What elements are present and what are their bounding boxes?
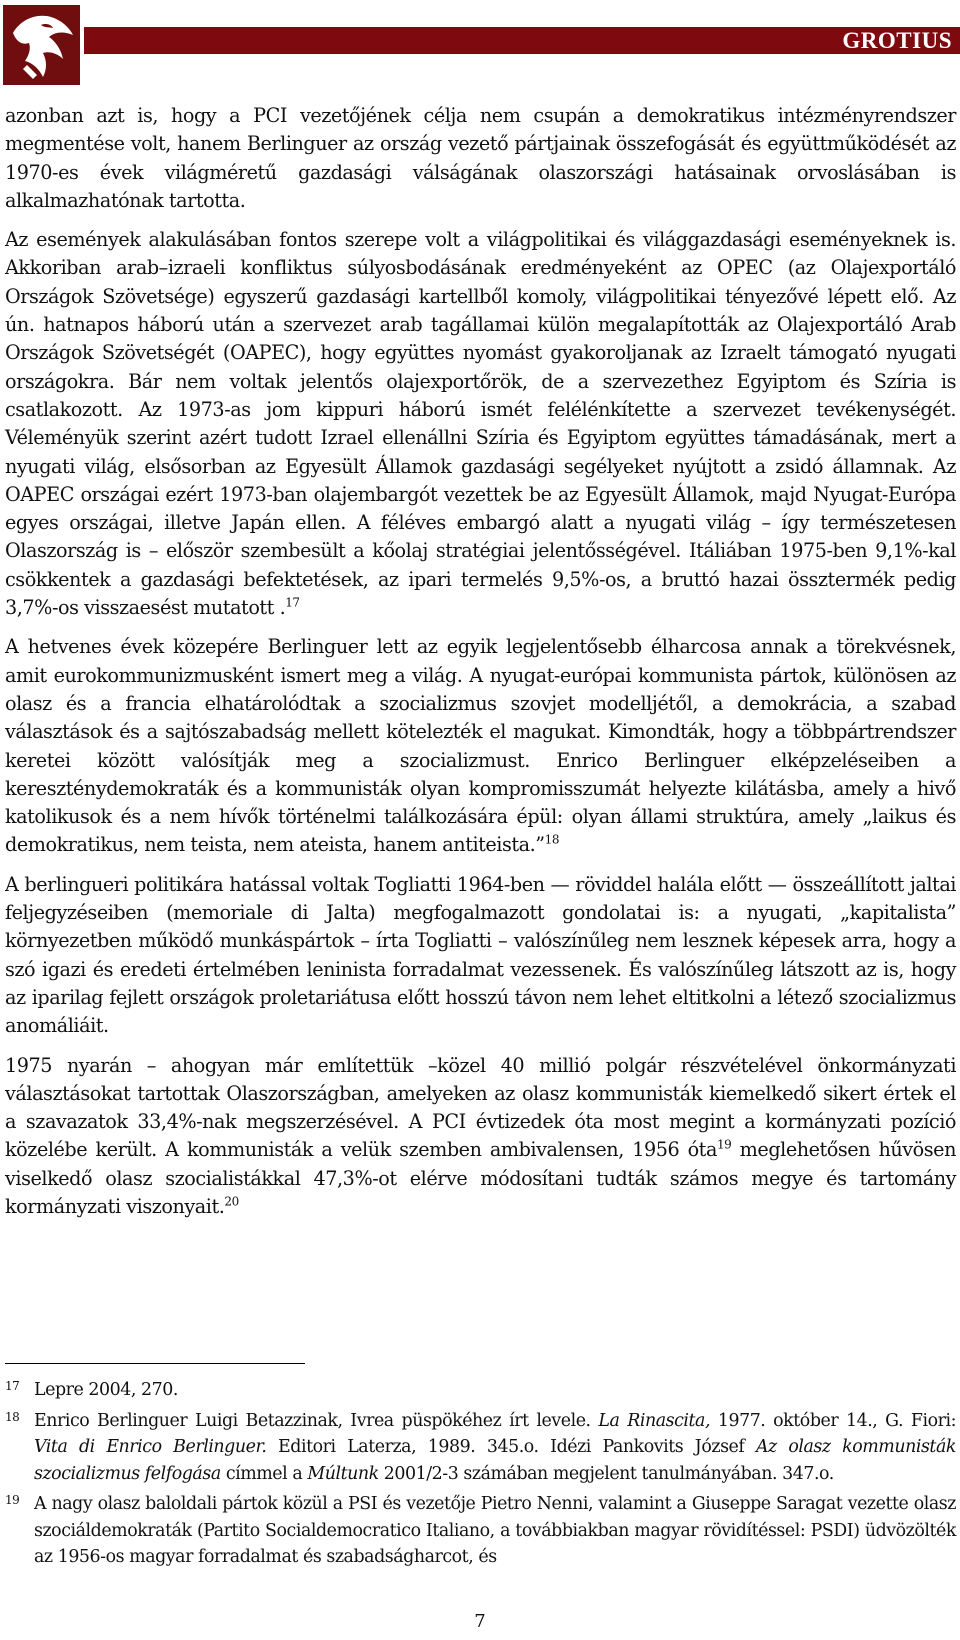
text-run: Az események alakulásában fontos szerepe volt a világpolitikai és világgazdasági eseményeknek is. Akkoriban arab–izraeli konfliktus súlyosbodásának eredményeként az OPEC (az Olajexportáló Országok Szövetsége) egyszerű gazdasági kartellből komoly, világpolitikai tényezővé lépett elő. Az ún. hatnapos háború után a szervezet arab tagállamai külön megalapították az Olajexportáló Arab Országok Szövetségét (OAPEC), hogy együttes nyomást gyakoroljanak az Izraelt támogató nyugati országokra. Bár nem voltak jelentős olajexportőrök, de a szervezethez Egyiptom és Szíria is csatlakozott. Az 1973-as jom kippuri háború ismét felélénkítette a szervezet tevékenységét. Véleményük szerint azért tudott Izrael ellenállni Szíria és Egyiptom együttes támadásának, mert a nyugati világ, elsősorban az Egyesült Államok gazdasági segélyeket nyújtott a zsidó államnak. Az OAPEC országai ezért 1973-ban olajembargót vezettek be az Egyesült Államok, majd Nyugat-Európa egyes országai, illetve Japán ellen. A féléves embargó alatt a nyugati világ – így természetesen Olaszország is – először szembesült a kőolaj stratégiai jelentősségével. Itáliában 1975-ben 9,1%-kal csökkentek a gazdasági befektetések, az ipari termelés 9,5%-os, a bruttó hazai össztermék pedig 3,7%-os visszaesést mutatott . — [5, 228, 956, 620]
brand-name: GROTIUS — [842, 28, 952, 53]
footnote-ref: 17 — [285, 595, 300, 610]
footnote-number: 17 — [5, 1379, 20, 1393]
text-run: A nagy olasz baloldali pártok közül a PSI és vezetője Pietro Nenni, valamint a Giuseppe Saragat vezette olasz szociáldemokraták (Partito Socialdemocratico Italiano, a továbbiakban magyar rövidítéssel: PSDI) üdvözölték az 1956-os magyar forradalmat és szabadságharcot, és — [34, 1494, 956, 1567]
text-run: 1977. október 14., G. Fiori: — [710, 1410, 956, 1431]
paragraph — [5, 633, 956, 859]
paragraph — [5, 871, 956, 1041]
italic-title: Vita di Enrico Berlinguer. — [34, 1437, 267, 1457]
paragraph — [5, 1052, 956, 1222]
text-run: A hetvenes évek közepére Berlinguer lett az egyik legjelentősebb élharcosa annak a törekvésnek, amit eurokommunizmusként ismert meg a világ. A nyugat-európai kommunista pártok, különösen az olasz és a francia elhatárolódtak a szocializmus szovjet modelljétől, a demokrácia, a szabad választások és a sajtószabadság mellett kötelezték el magukat. Kimondták, hogy a többpártrendszer keretei között valósítják meg a szocializmust. Enrico Berlinguer elképzeléseiben a kereszténydemokraták és a kommunisták olyan kompromisszumát helyezte kilátásba, amely a hivő katolikusok és a nem hívők történelmi találkozására épül: olyan állami struktúra, amely „laikus és demokratikus, nem teista, nem ateista, hanem antiteista.” — [5, 635, 956, 857]
text-run: Editori Laterza, 1989. 345.o. Idézi Pankovits József — [266, 1437, 756, 1457]
footnote — [5, 1377, 956, 1404]
text-run: meglehetősen hűvösen viselkedő olasz szocialistákkal 47,3%-ot elérve módosítani tudták számos megye és tartomány kormányzati viszonyait. — [5, 1138, 956, 1218]
grotius-logo — [3, 5, 80, 85]
page-number: 7 — [474, 1611, 486, 1632]
footnote-ref: 20 — [224, 1194, 239, 1209]
text-run: Lepre 2004, 270. — [34, 1380, 178, 1400]
footnotes — [5, 1377, 956, 1575]
footnote-number: 19 — [5, 1493, 20, 1507]
text-run: 1975 nyarán – ahogyan már említettük –közel 40 millió polgár részvételével önkormányzati választásokat tartottak Olaszországban, amelyeken az olasz kommunisták kiemelkedő sikert értek el a szavazatok 33,4%-nak megszerzésével. A PCI évtizedek óta most megint a kormányzati pozíció közelébe került. A kommunisták a velük szemben ambivalensen, 1956 óta — [5, 1053, 956, 1162]
text-run: Enrico Berlinguer Luigi Betazzinak, Ivrea püspökéhez írt levele. — [34, 1410, 599, 1431]
paragraph — [5, 102, 956, 215]
footnote — [5, 1491, 956, 1571]
italic-title: Múltunk — [307, 1463, 379, 1484]
page-header — [0, 0, 960, 90]
text-run: címmel a — [220, 1463, 308, 1484]
footnote-ref: 18 — [544, 833, 560, 848]
header-bar — [84, 27, 960, 54]
text-run: A berlingueri politikára hatással voltak Togliatti 1964-ben — röviddel halála előtt — összeállított jaltai feljegyzéseiben (memoriale di Jalta) megfogalmazott gondolatai is: a nyugati, „kapitalista” környezetben működő munkáspártok – írta Togliatti – valószínűleg nem lesznek képesek arra, hogy a szó igazi és eredeti értelmében leninista forradalmat vezessenek. És valószínűleg látszott az is, hogy az iparilag fejlett országok proletariátusa előtt hosszú távon nem lehet eltitkolni a létező szocializmus anomáliáit. — [5, 872, 956, 1038]
italic-title: La Rinascita, — [598, 1410, 711, 1431]
text-run: azonban azt is, hogy a PCI vezetőjének célja nem csupán a demokratikus intézményrendszer megmentése volt, hanem Berlinguer az ország vezető pártjainak összefogását és együttműködését az 1970-es évek világméretű gazdasági válságának olaszországi hatásainak orvoslásában is alkalmazhatónak tartotta. — [5, 104, 956, 212]
grotius-eagle-logo-icon — [3, 5, 80, 85]
paragraph — [5, 226, 956, 622]
footnote-number: 18 — [5, 1409, 20, 1424]
article-body — [5, 102, 956, 1232]
footnote-separator — [5, 1363, 305, 1364]
footnote — [5, 1408, 956, 1488]
footnote-ref: 19 — [716, 1138, 732, 1152]
text-run: 2001/2-3 számában megjelent tanulmányában. 347.o. — [378, 1463, 834, 1484]
italic-title: Az olasz kommunisták szocializmus felfogása — [34, 1437, 956, 1484]
